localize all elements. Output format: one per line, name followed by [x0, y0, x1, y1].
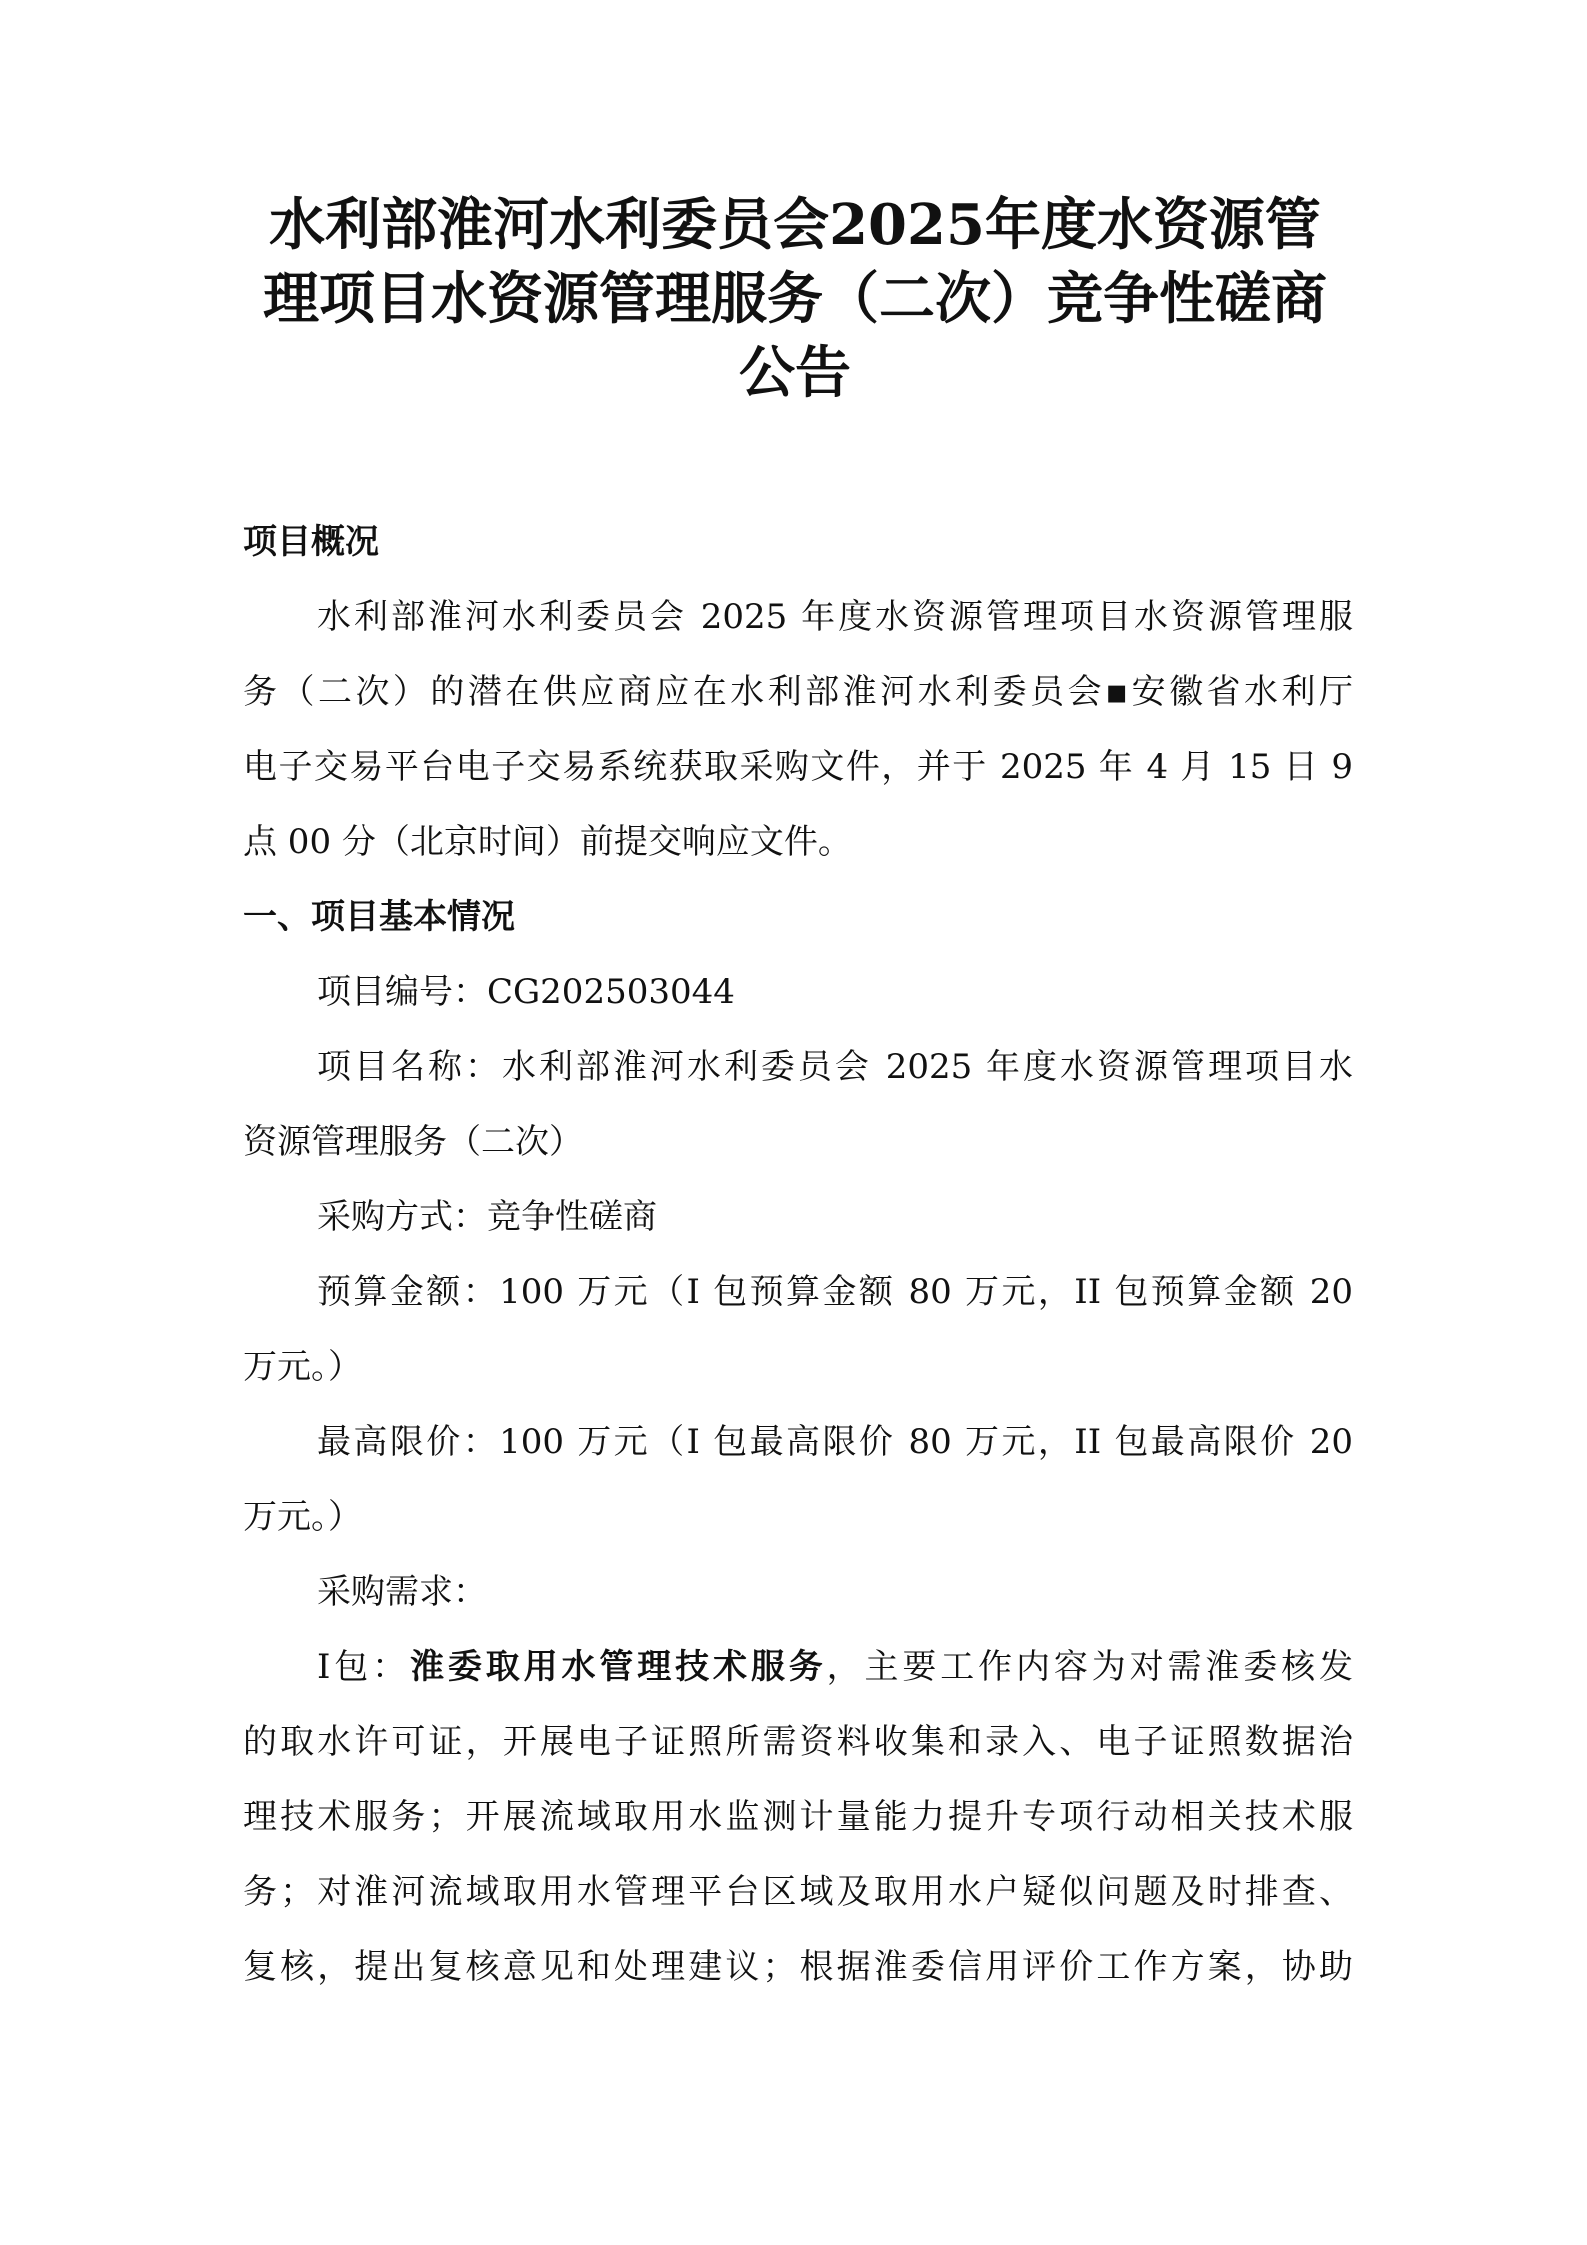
budget-amount — [243, 1255, 1353, 1405]
paragraph-line: 的取水许可证，开展电子证照所需资料收集和录入、电子证照数据治 — [243, 1722, 1353, 1762]
overview-heading: 项目概况 — [243, 522, 379, 562]
document-body — [243, 505, 1353, 2005]
paragraph-line: 务（二次）的潜在供应商应在水利部淮河水利委员会▪安徽省水利厅 — [243, 672, 1353, 712]
paragraph-line — [243, 1630, 1353, 1705]
procurement-method-text: 采购方式：竞争性磋商 — [317, 1197, 657, 1237]
paragraph-line: 复核，提出复核意见和处理建议；根据淮委信用评价工作方案，协助 — [243, 1947, 1353, 1987]
paragraph-line: 理技术服务；开展流域取用水监测计量能力提升专项行动相关技术服 — [243, 1797, 1353, 1837]
paragraph-line: 最高限价：100 万元（I 包最高限价 80 万元，II 包最高限价 20 — [317, 1422, 1353, 1462]
paragraph-line: 万元。） — [243, 1347, 362, 1387]
paragraph-line: 资源管理服务（二次） — [243, 1122, 583, 1162]
title-line: 水利部淮河水利委员会2025年度水资源管 — [269, 192, 1321, 258]
document-title — [200, 188, 1390, 410]
package-prefix: Ⅰ包： — [317, 1647, 411, 1687]
package-name: 淮委取用水管理技术服务 — [410, 1647, 827, 1687]
paragraph-line: 电子交易平台电子交易系统获取采购文件，并于 2025 年 4 月 15 日 9 — [243, 747, 1353, 787]
max-price — [243, 1405, 1353, 1555]
title-line: 理项目水资源管理服务（二次）竞争性磋商 — [263, 266, 1327, 332]
title-line: 公告 — [739, 340, 851, 406]
overview-paragraph — [243, 580, 1353, 880]
paragraph-line: 水利部淮河水利委员会 2025 年度水资源管理项目水资源管理服 — [317, 597, 1353, 637]
requirement-label: 采购需求： — [317, 1572, 487, 1612]
procurement-requirement — [243, 1555, 1353, 1630]
paragraph-line: 万元。） — [243, 1497, 362, 1537]
paragraph-line: 务；对淮河流域取用水管理平台区域及取用水户疑似问题及时排查、 — [243, 1872, 1353, 1912]
package-description-start: ，主要工作内容为对需淮委核发 — [826, 1647, 1354, 1687]
paragraph-line: 点 00 分（北京时间）前提交响应文件。 — [243, 822, 852, 862]
paragraph-line: 项目名称：水利部淮河水利委员会 2025 年度水资源管理项目水 — [317, 1047, 1353, 1087]
section-heading-basic-info: 一、项目基本情况 — [243, 897, 515, 937]
procurement-method — [243, 1180, 1353, 1255]
package-1-description — [243, 1630, 1353, 2005]
paragraph-line: 预算金额：100 万元（I 包预算金额 80 万元，II 包预算金额 20 — [317, 1272, 1353, 1312]
project-number-text: 项目编号：CG202503044 — [317, 972, 735, 1012]
project-name — [243, 1030, 1353, 1180]
project-number — [243, 955, 1353, 1030]
